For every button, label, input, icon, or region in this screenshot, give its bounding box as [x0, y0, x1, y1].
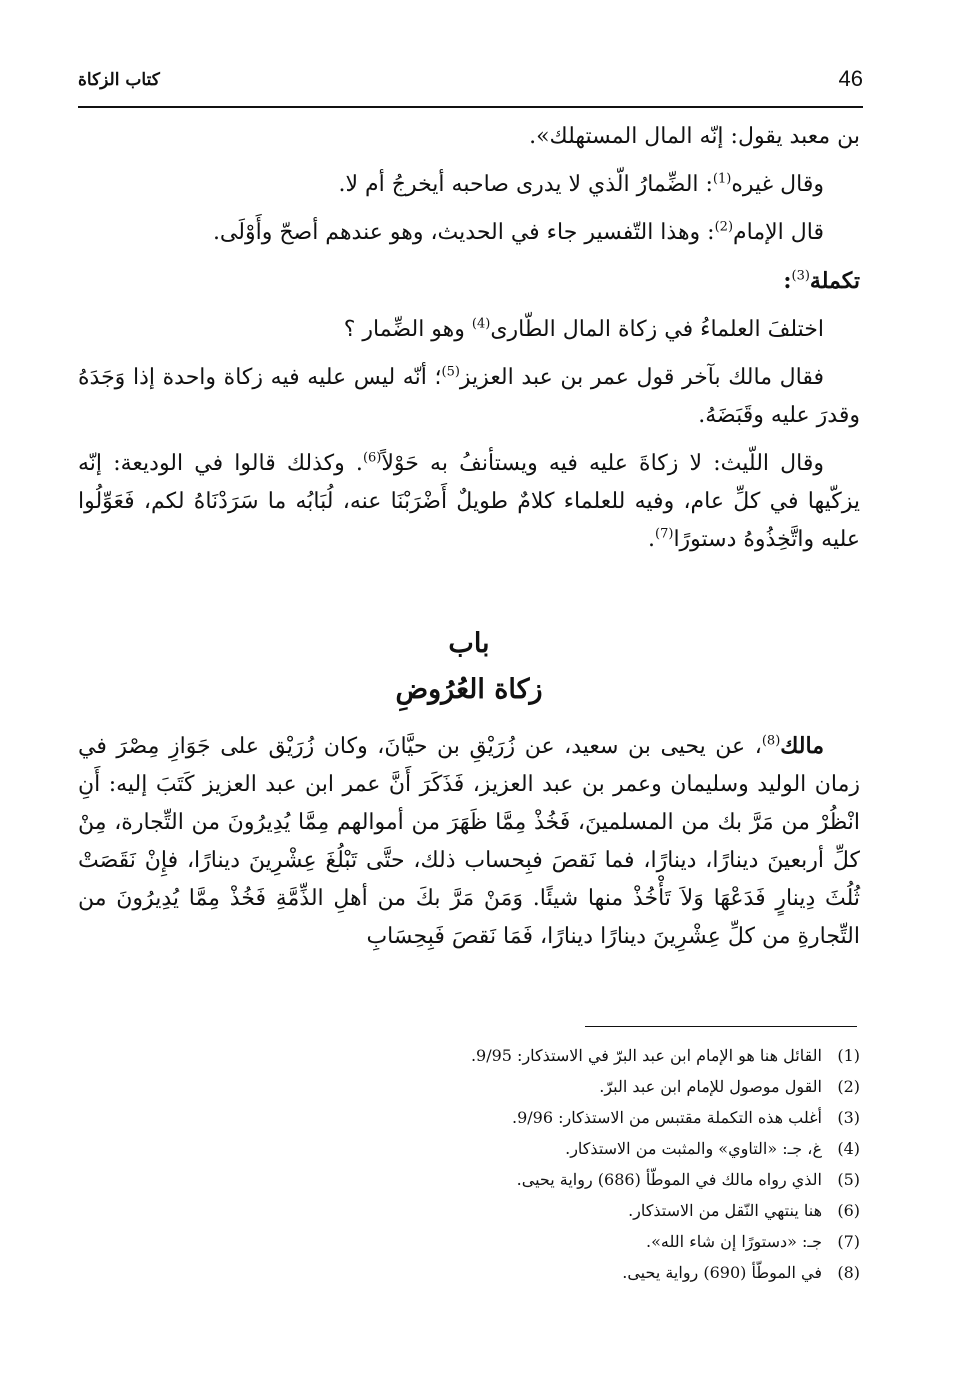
- paragraph-4-heading: تكملة$^{(3)}$:: [783, 268, 860, 294]
- paragraph-7: وقال اللّيث: لا زكاةَ عليه فيه ويستأنفُ به حَوْلاً$^{(6)}$. وكذلك قالوا في الوديعة: إنّه يزكّيها في كلِّ عام، وفيه للعلماء كلامٌ طويلٌ أَضْرَبْنَا عنه، لُبَابُه ما سَرَدْنَاهُ لكم، فَعَوِّلُوا عليه واتَّخِذُوهُ دستورًا$^{(7)}$.: [78, 450, 860, 552]
- footnote-item: (2) القول موصول للإمام ابن عبد البرّ.: [599, 1077, 860, 1096]
- page-number: 46: [838, 66, 863, 91]
- paragraph-6: فقال مالك بآخر قول عمر بن عبد العزيز$^{(5)}$؛ أنّه ليس عليه فيه زكاة واحدة إذا وَجَدَهُ وقدرَ عليه وقَبَضَهُ.: [78, 364, 860, 428]
- footnote-item: (3) أغلب هذه التكملة مقتبس من الاستذكار: 9/96.: [512, 1108, 860, 1127]
- paragraph-2: وقال غيره$^{(1)}$: الضِّمارُ الّذي لا يدرى صاحبه أيخرجُ أم لا.: [338, 171, 824, 197]
- footnote-item: (5) الذي رواه مالك في الموطّأ (686) رواية يحيى.: [516, 1170, 860, 1189]
- footnote-ref-3: (3): [791, 268, 810, 284]
- footnote-ref-4: (4): [471, 316, 491, 332]
- page-header: [78, 60, 863, 108]
- footnote-ref-5: (5): [441, 364, 460, 380]
- footnote-item: (7) جـ: «دستورًا إن شاء الله».: [646, 1232, 860, 1251]
- footnote-item: (6) هنا ينتهي النّقل من الاستذكار.: [628, 1201, 860, 1220]
- footnote-item: (4) غ، جـ: «التاوي» والمثبت من الاستذكار.: [565, 1139, 860, 1158]
- hadith-paragraph: مالك$^{(8)}$، عن يحيى بن سعيد، عن زُرَيْقِ بن حيَّانَ، وكان زُرَيْق على جَوَازِ مِصْرَ في زمان الوليد وسليمان وعمر بن عبد العزيز، فَذَكَرَ أَنَّ عمر ابن عبد العزيز كَتَبَ إليه: أَنِ انْظُرْ من مَرَّ بك من المسلمينَ، فَخُذْ مِمَّا ظَهَرَ من أموالهم مِمَّا يُدِيرُونَ من التِّجارة، مِنْ كلِّ أربعينَ دينارًا، دينارًا، فما نَقصَ فبِحساب ذلك، حتَّى تَبْلُغَ عِشْرِينَ دينارًا، فإِنْ نَقَصَتْ ثُلُثَ دِينارٍ فَدَعْهَا وَلاَ تَأْخُذْ منها شيئًا. وَمَنْ مَرَّ بكَ من أهلِ الذِّمَّةِ فَخُذْ مِمَّا يُدِيرُونَ من التِّجارةِ من كلِّ عِشْرِينَ دينارًا دينارًا، فَمَا نَقصَ فَبِحِسَابِ: [78, 733, 860, 949]
- section-title: زكاة العُرُوضِ: [395, 674, 543, 705]
- section-label: باب: [448, 628, 490, 659]
- footnote-ref-1: (1): [712, 171, 732, 187]
- running-title: كتاب الزكاة: [78, 70, 160, 90]
- footnotes: [300, 1040, 860, 1288]
- footnote-ref-7: (7): [655, 526, 674, 542]
- footnote-ref-6: (6): [362, 450, 382, 466]
- footnote-item: (8) في الموطّأ (690) رواية يحيى.: [622, 1263, 860, 1282]
- footnote-separator: [585, 1026, 857, 1027]
- paragraph-5: اختلفَ العلماءُ في زكاة المال الطّارى$^{(4)}$ وهو الضِّمار ؟: [343, 316, 824, 342]
- paragraph-1: بن معبد يقول: إنّه المال المستهلك».: [529, 124, 860, 149]
- footnote-item: (1) القائل هنا هو الإمام ابن عبد البرّ في الاستذكار: 9/95.: [470, 1046, 860, 1065]
- footnote-ref-8: (8): [761, 733, 781, 749]
- footnote-ref-2: (2): [714, 219, 734, 235]
- paragraph-3: قال الإمام$^{(2)}$: وهذا التّفسير جاء في الحديث، وهو عندهم أصحّ وأَوْلَى.: [212, 219, 824, 245]
- main-text: [78, 118, 860, 966]
- section-heading: [78, 621, 860, 713]
